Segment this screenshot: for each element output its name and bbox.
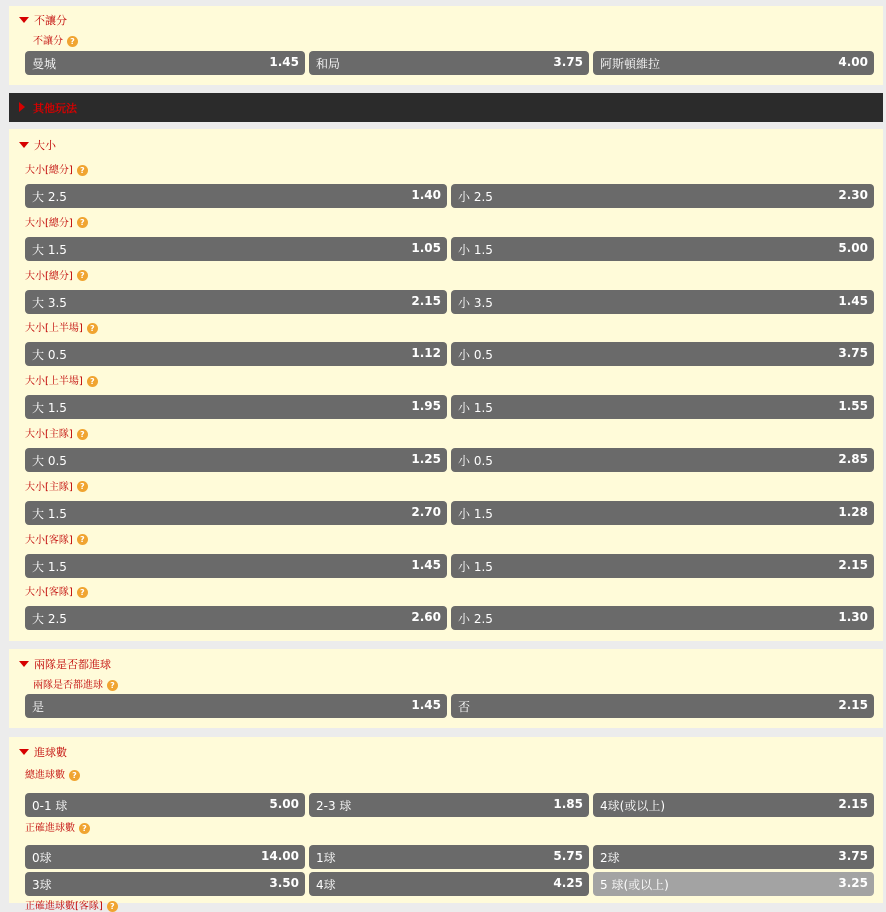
odds-button-over[interactable]: 大 1.5 1.95 [25, 395, 447, 419]
help-icon[interactable]: ? [77, 217, 88, 228]
goals-title[interactable]: 進球數 [19, 744, 67, 760]
help-icon[interactable]: ? [77, 534, 88, 545]
help-icon[interactable]: ? [77, 165, 88, 176]
help-icon[interactable]: ? [69, 770, 80, 781]
help-icon[interactable]: ? [107, 680, 118, 691]
help-icon[interactable]: ? [87, 323, 98, 334]
total-goals-subtitle: 總進球數 ? [25, 766, 80, 781]
help-icon[interactable]: ? [107, 901, 118, 912]
over-under-subtitle: 大小[總分] ? [25, 267, 88, 282]
both-score-panel [9, 649, 883, 728]
odds-button[interactable]: 是 1.45 [25, 694, 447, 718]
odds-button-under[interactable]: 小 0.5 2.85 [451, 448, 874, 472]
odds-button[interactable]: 曼城 1.45 [25, 51, 305, 75]
other-bets-header[interactable]: 其他玩法 [9, 93, 883, 122]
odds-button[interactable]: 3球 3.50 [25, 872, 305, 896]
odds-button-under[interactable]: 小 1.5 1.28 [451, 501, 874, 525]
odds-button[interactable]: 1球 5.75 [309, 845, 589, 869]
over-under-subtitle: 大小[總分] ? [25, 214, 88, 229]
odds-button[interactable]: 阿斯頓維拉 4.00 [593, 51, 874, 75]
odds-button[interactable]: 和局 3.75 [309, 51, 589, 75]
help-icon[interactable]: ? [67, 36, 78, 47]
odds-button-under[interactable]: 小 2.5 2.30 [451, 184, 874, 208]
odds-button-under[interactable]: 小 3.5 1.45 [451, 290, 874, 314]
over-under-subtitle: 大小[主隊] ? [25, 478, 88, 493]
help-icon[interactable]: ? [77, 270, 88, 281]
goals-panel [9, 737, 883, 912]
odds-button[interactable]: 否 2.15 [451, 694, 874, 718]
both-score-title[interactable]: 兩隊是否都進球 [19, 656, 111, 672]
over-under-title[interactable]: 大小 [19, 137, 56, 153]
odds-button-over[interactable]: 大 3.5 2.15 [25, 290, 447, 314]
collapse-arrow-icon [19, 142, 29, 148]
help-icon[interactable]: ? [87, 376, 98, 387]
help-icon[interactable]: ? [79, 823, 90, 834]
expand-arrow-icon [19, 102, 25, 112]
odds-button-under[interactable]: 小 0.5 3.75 [451, 342, 874, 366]
odds-button[interactable]: 4球 4.25 [309, 872, 589, 896]
odds-button-selected[interactable]: 5 球(或以上) 3.25 [593, 872, 874, 896]
over-under-subtitle: 大小[上半場] ? [25, 372, 98, 387]
over-under-subtitle: 大小[客隊] ? [25, 583, 88, 598]
odds-button[interactable]: 0球 14.00 [25, 845, 305, 869]
help-icon[interactable]: ? [77, 481, 88, 492]
no-draw-title[interactable]: 不讓分 [19, 12, 67, 28]
over-under-subtitle: 大小[總分] ? [25, 161, 88, 176]
over-under-subtitle: 大小[主隊] ? [25, 425, 88, 440]
exact-goals-away-subtitle: 正確進球數[客隊] ? [25, 897, 118, 912]
help-icon[interactable]: ? [77, 587, 88, 598]
over-under-subtitle: 大小[上半場] ? [25, 319, 98, 334]
odds-button-over[interactable]: 大 0.5 1.12 [25, 342, 447, 366]
over-under-panel [9, 129, 883, 641]
odds-button-over[interactable]: 大 2.5 2.60 [25, 606, 447, 630]
odds-button[interactable]: 2球 3.75 [593, 845, 874, 869]
both-score-subtitle: 兩隊是否都進球 ? [33, 676, 118, 691]
exact-goals-subtitle: 正確進球數 ? [25, 819, 90, 834]
over-under-subtitle: 大小[客隊] ? [25, 531, 88, 546]
collapse-arrow-icon [19, 749, 29, 755]
odds-button-under[interactable]: 小 1.5 2.15 [451, 554, 874, 578]
odds-button-over[interactable]: 大 2.5 1.40 [25, 184, 447, 208]
odds-button[interactable]: 0-1 球 5.00 [25, 793, 305, 817]
odds-button-under[interactable]: 小 1.5 5.00 [451, 237, 874, 261]
odds-button-over[interactable]: 大 0.5 1.25 [25, 448, 447, 472]
odds-button-over[interactable]: 大 1.5 1.05 [25, 237, 447, 261]
no-draw-panel [9, 6, 883, 85]
odds-button-under[interactable]: 小 2.5 1.30 [451, 606, 874, 630]
no-draw-subtitle: 不讓分 ? [33, 32, 78, 47]
odds-button-under[interactable]: 小 1.5 1.55 [451, 395, 874, 419]
help-icon[interactable]: ? [77, 429, 88, 440]
collapse-arrow-icon [19, 17, 29, 23]
odds-button[interactable]: 4球(或以上) 2.15 [593, 793, 874, 817]
odds-button[interactable]: 2-3 球 1.85 [309, 793, 589, 817]
odds-button-over[interactable]: 大 1.5 1.45 [25, 554, 447, 578]
collapse-arrow-icon [19, 661, 29, 667]
odds-button-over[interactable]: 大 1.5 2.70 [25, 501, 447, 525]
